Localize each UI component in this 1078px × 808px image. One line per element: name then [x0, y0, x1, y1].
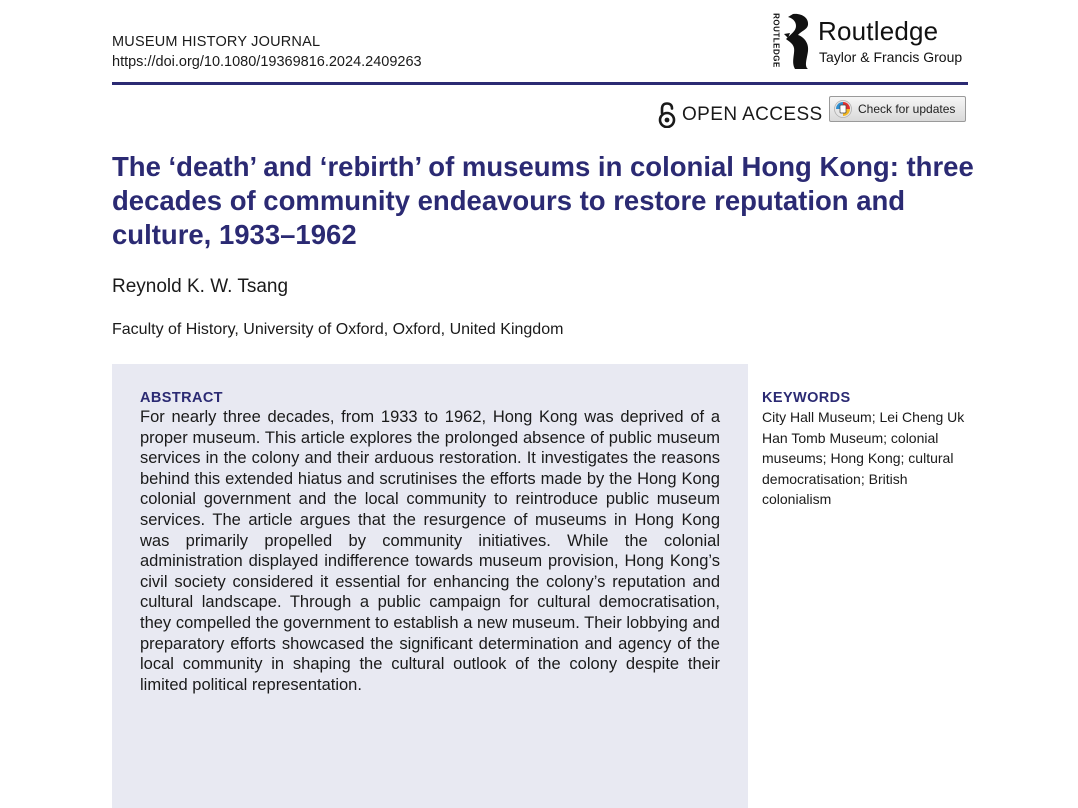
abstract-heading: ABSTRACT: [140, 390, 223, 406]
publisher-logo[interactable]: [770, 12, 970, 72]
author-affiliation: Faculty of History, University of Oxford, Oxford, United Kingdom: [112, 321, 564, 338]
keywords-list: City Hall Museum; Lei Cheng Uk Han Tomb Museum; colonial museums; Hong Kong; cultural democratisation; British colonialism: [762, 409, 965, 508]
routledge-head-icon: [782, 12, 812, 70]
logo-vertical-text: ROUTLEDGE: [771, 13, 781, 68]
header-rule: [112, 82, 968, 85]
publisher-subtitle: Taylor & Francis Group: [819, 49, 963, 65]
doi-link[interactable]: https://doi.org/10.1080/19369816.2024.2409263: [112, 54, 422, 70]
check-for-updates-label: Check for updates: [858, 102, 956, 116]
abstract-text: For nearly three decades, from 1933 to 1962, Hong Kong was deprived of a proper museum. This article explores the prolonged absence of public museum services in the colony and their arduous restoration. It investigates the reasons behind this extended hiatus and scrutinises the efforts made by the Hong Kong colonial government and the local community to reintroduce public museum services. The article argues that the resurgence of museums in Hong Kong was primarily propelled by community initiatives. While the colonial administration displayed indifference towards museum provision, Hong Kong’s civil society considered it essential for enhancing the colony’s reputation and cultural landscape. Through a public campaign for cultural democratisation, they compelled the government to establish a new museum. Their lobbying and preparatory efforts showcased the significant determination and agency of the local community in shaping the cultural outlook of the colony despite their limited political representation.: [140, 408, 720, 694]
keywords-heading: KEYWORDS: [762, 390, 851, 406]
open-access-badge[interactable]: [658, 102, 823, 128]
publisher-name: Routledge: [818, 16, 939, 46]
check-for-updates-button[interactable]: [829, 96, 966, 122]
article-title: The ‘death’ and ‘rebirth’ of museums in colonial Hong Kong: three decades of community endeavours to restore reputation and culture, 1933–1962: [112, 151, 974, 250]
journal-name: MUSEUM HISTORY JOURNAL: [112, 34, 321, 50]
crossmark-icon: [834, 100, 852, 118]
author-name[interactable]: Reynold K. W. Tsang: [112, 276, 289, 297]
abstract-panel: [112, 364, 748, 808]
open-lock-icon: [658, 102, 676, 128]
open-access-label: OPEN ACCESS: [682, 104, 823, 125]
keywords-panel: [762, 389, 974, 510]
